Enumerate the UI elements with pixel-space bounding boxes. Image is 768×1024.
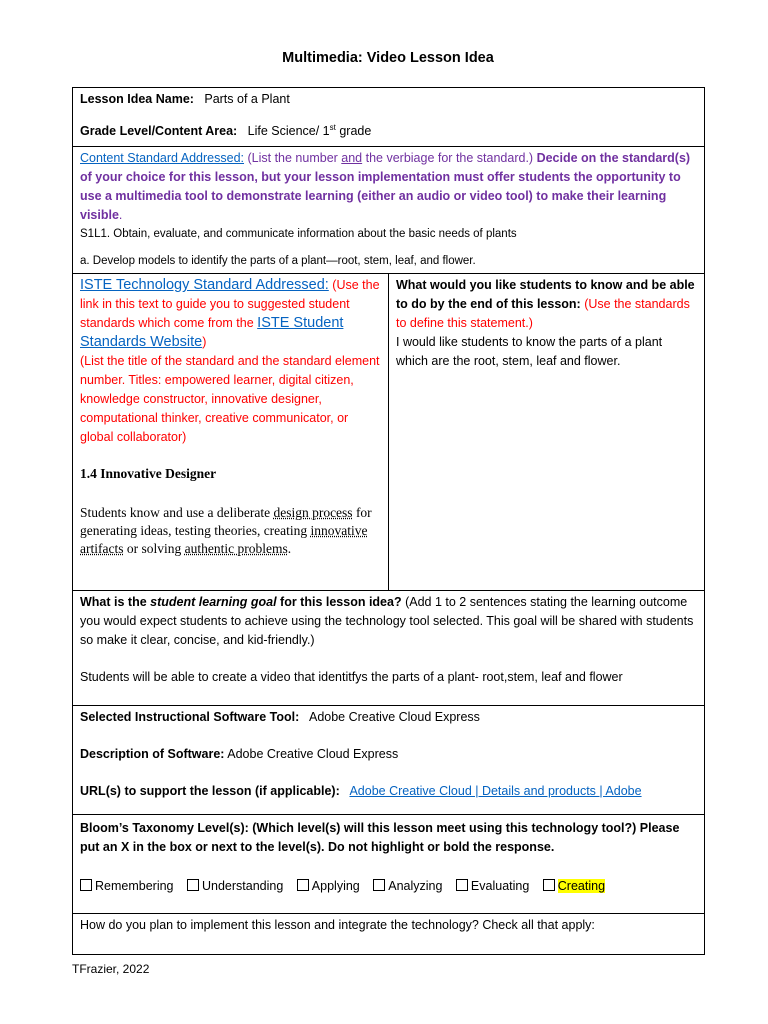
learning-goal-question-block bbox=[80, 593, 697, 650]
know-do-cell bbox=[389, 274, 705, 591]
content-standard-link[interactable]: Content Standard Addressed: bbox=[80, 151, 245, 165]
lesson-info-row bbox=[73, 88, 705, 147]
iste-instr-3: (List the title of the standard and the standard element number. Titles: empowered learner, digital citizen, knowledge constructor, innovative designer, computational thinker, creative communicator, or global collaborator) bbox=[80, 354, 380, 444]
checkbox-icon[interactable] bbox=[297, 879, 309, 891]
software-desc-value: Adobe Creative Cloud Express bbox=[227, 747, 399, 761]
content-standard-instr-1: (List the number bbox=[244, 151, 342, 165]
design-process-link[interactable]: design process bbox=[273, 505, 353, 520]
grade-label: Grade Level/Content Area: bbox=[80, 124, 238, 139]
iste-desc-1: Students know and use a deliberate bbox=[80, 505, 274, 520]
bloom-option-analyzing[interactable] bbox=[373, 879, 442, 893]
iste-desc-3: or solving bbox=[123, 541, 185, 556]
know-do-question-block bbox=[396, 276, 697, 333]
iste-site-link[interactable]: ISTE Student Standards Website bbox=[80, 315, 344, 350]
bloom-level-options bbox=[80, 877, 697, 896]
grade-superscript: st bbox=[329, 123, 336, 132]
standard-a-line: a. Develop models to identify the parts of a plant—root, stem, leaf, and flower. bbox=[80, 255, 476, 267]
software-url-link[interactable]: Adobe Creative Cloud | Details and products | Adobe bbox=[349, 784, 642, 798]
implement-question: How do you plan to implement this lesson and integrate the technology? Check all that apply: bbox=[80, 918, 595, 932]
learning-goal-q-2: for this lesson idea? bbox=[276, 595, 402, 609]
bloom-label-understanding: Understanding bbox=[202, 879, 284, 893]
lesson-name-value: Parts of a Plant bbox=[204, 92, 290, 106]
learning-goal-answer: Students will be able to create a video that identitfys the parts of a plant- root,stem, leaf and flower bbox=[80, 670, 623, 684]
software-url-label: URL(s) to support the lesson (if applicable): bbox=[80, 784, 340, 798]
bloom-question: Bloom’s Taxonomy Level(s): (Which level(s) will this lesson meet using this technology tool?) Please put an X in the box or next to the level(s). Do not highlight or bold the response. bbox=[80, 821, 680, 854]
page-title: Multimedia: Video Lesson Idea bbox=[282, 50, 494, 66]
iste-cell bbox=[73, 274, 389, 591]
bloom-cell bbox=[73, 815, 705, 914]
know-do-instructions: (Use the standards to define this statement.) bbox=[396, 297, 690, 330]
lesson-name-label: Lesson Idea Name: bbox=[80, 92, 194, 106]
bloom-option-creating[interactable] bbox=[543, 879, 605, 893]
bloom-row bbox=[73, 815, 705, 914]
implement-cell bbox=[73, 914, 705, 955]
grade-value: Life Science/ 1 bbox=[247, 124, 330, 139]
lesson-form-table bbox=[72, 87, 705, 955]
iste-desc-4: . bbox=[287, 541, 292, 556]
iste-instr-1: (Use the link in this text to guide you to suggested student standards which come from the bbox=[80, 278, 380, 330]
content-standard-instr-bold: Decide on the standard(s) of your choice for this lesson, but your lesson implementation must offer students the opportunity to use a multimedia tool to demonstrate learning (either an audio or video tool) to make their learning visible bbox=[80, 151, 691, 222]
iste-row bbox=[73, 274, 705, 591]
learning-goal-q-1: What is the bbox=[80, 595, 151, 609]
authentic-problems-link[interactable]: authentic problems bbox=[184, 541, 288, 556]
bloom-option-remembering[interactable] bbox=[80, 879, 174, 893]
lesson-name-line bbox=[80, 90, 697, 109]
standard-code-line: S1L1. Obtain, evaluate, and communicate information about the basic needs of plants bbox=[80, 228, 517, 240]
grade-line bbox=[80, 118, 697, 141]
innovative-artifacts-link[interactable]: innovative artifacts bbox=[80, 523, 368, 556]
content-standard-cell bbox=[73, 147, 705, 274]
learning-goal-cell bbox=[73, 591, 705, 706]
iste-instructions bbox=[80, 276, 381, 352]
checkbox-icon[interactable] bbox=[80, 879, 92, 891]
checkbox-icon[interactable] bbox=[543, 879, 555, 891]
content-standard-instr-and: and bbox=[341, 151, 363, 165]
checkbox-icon[interactable] bbox=[187, 879, 199, 891]
bloom-label-evaluating: Evaluating bbox=[470, 879, 530, 893]
iste-instr-2: ) bbox=[202, 335, 207, 349]
bloom-label-creating: Creating bbox=[557, 879, 606, 893]
know-do-answer: I would like students to know the parts of a plant which are the root, stem, leaf and flower. bbox=[396, 335, 663, 368]
software-tool-label: Selected Instructional Software Tool: bbox=[80, 710, 300, 724]
software-desc-line bbox=[80, 745, 697, 764]
software-desc-label: Description of Software: bbox=[80, 747, 225, 761]
checkbox-icon[interactable] bbox=[373, 879, 385, 891]
content-standard-instructions bbox=[80, 149, 697, 225]
content-standard-instr-period: . bbox=[118, 208, 123, 222]
bloom-label-remembering: Remembering bbox=[95, 879, 174, 893]
software-row bbox=[73, 706, 705, 815]
footer-credit: TFrazier, 2022 bbox=[72, 962, 150, 976]
bloom-option-evaluating[interactable] bbox=[456, 879, 529, 893]
iste-desc-2: for generating ideas, testing theories, creating bbox=[80, 505, 372, 538]
iste-standard-description bbox=[80, 504, 381, 558]
software-tool-line bbox=[80, 708, 697, 727]
lesson-info-cell bbox=[73, 88, 705, 147]
software-tool-value: Adobe Creative Cloud Express bbox=[308, 710, 480, 724]
grade-value-suffix: grade bbox=[335, 124, 372, 139]
implement-row bbox=[73, 914, 705, 955]
bloom-option-understanding[interactable] bbox=[187, 879, 283, 893]
checkbox-icon[interactable] bbox=[456, 879, 468, 891]
iste-standard-heading: 1.4 Innovative Designer bbox=[80, 466, 217, 481]
bloom-option-applying[interactable] bbox=[297, 879, 360, 893]
software-url-line bbox=[80, 782, 697, 801]
know-do-question: What would you like students to know and be able to do by the end of this lesson: bbox=[396, 278, 695, 311]
software-cell bbox=[73, 706, 705, 815]
content-standard-instr-2: the verbiage for the standard.) bbox=[362, 151, 537, 165]
bloom-label-analyzing: Analyzing bbox=[388, 879, 443, 893]
learning-goal-instructions: (Add 1 to 2 sentences stating the learning outcome you would expect students to achieve using the technology tool selected. This goal will be shared with students so make it clear, concise, and kid-friendly.) bbox=[80, 595, 694, 647]
learning-goal-q-italic: student learning goal bbox=[150, 595, 277, 609]
bloom-label-applying: Applying bbox=[311, 879, 360, 893]
content-standard-row bbox=[73, 147, 705, 274]
learning-goal-row bbox=[73, 591, 705, 706]
iste-title-link[interactable]: ISTE Technology Standard Addressed: bbox=[80, 277, 329, 293]
